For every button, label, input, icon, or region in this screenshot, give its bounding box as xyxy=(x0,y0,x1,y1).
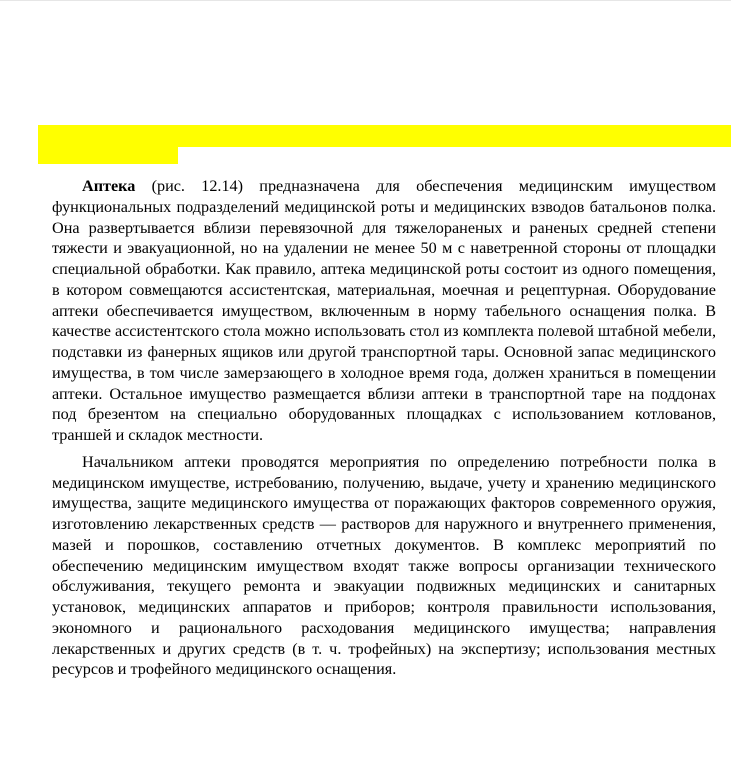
document-body xyxy=(52,176,716,680)
page-top-edge xyxy=(0,0,731,1)
term-pharmacy: Аптека xyxy=(82,177,136,195)
paragraph-pharmacy-duties xyxy=(52,452,716,680)
paragraph-2-text: Начальником аптеки проводятся мероприятия по определению потребности полка в медицинском имуществе, истребованию, получению, выдаче, учету и хранению медицинского имущества, защите медицинского имущества от поражающих факторов современного оружия, изготовлению лекарственных средств — растворов для наружного и внутреннего применения, мазей и порошков, составлению отчетных документов. В комплекс мероприятий по обеспечению медицинским имуществом входят также вопросы организации технического обслуживания, текущего ремонта и эвакуации подвижных медицинских и санитарных установок, медицинских аппаратов и приборов; контроля правильности использования, экономного и рационального расходования медицинского имущества; направления лекарственных и других средств (в т. ч. трофейных) на экспертизу; использования местных ресурсов и трофейного медицинского оснащения. xyxy=(52,452,716,679)
highlight-band xyxy=(38,125,731,147)
paragraph-1-text: (рис. 12.14) предназначена для обеспечения медицинским имуществом функциональных подразделений медицинской роты и медицинских взводов батальонов полка. Она развертывается вблизи перевязочной для тяжелораненых и раненых средней степени тяжести и эвакуационной, но на удалении не менее 50 м с наветренной стороны от площадки специальной обработки. Как правило, аптека медицинской роты состоит из одного помещения, в котором совмещаются ассистентская, материальная, моечная и рецептурная. Оборудование аптеки обеспечивается имуществом, включенным в норму табельного оснащения полка. В качестве ассистентского стола можно использовать стол из комплекта полевой штабной мебели, подставки из фанерных ящиков или другой транспортной тары. Основной запас медицинского имущества, в том числе замерзающего в холодное время года, должен храниться в помещении аптеки. Остальное имущество размещается вблизи аптеки в транспортной таре на поддонах под брезентом на специально оборудованных площадках с использованием котлованов, траншей и складок местности. xyxy=(52,177,716,444)
highlight-tab xyxy=(38,146,178,164)
paragraph-pharmacy-description xyxy=(52,176,716,446)
